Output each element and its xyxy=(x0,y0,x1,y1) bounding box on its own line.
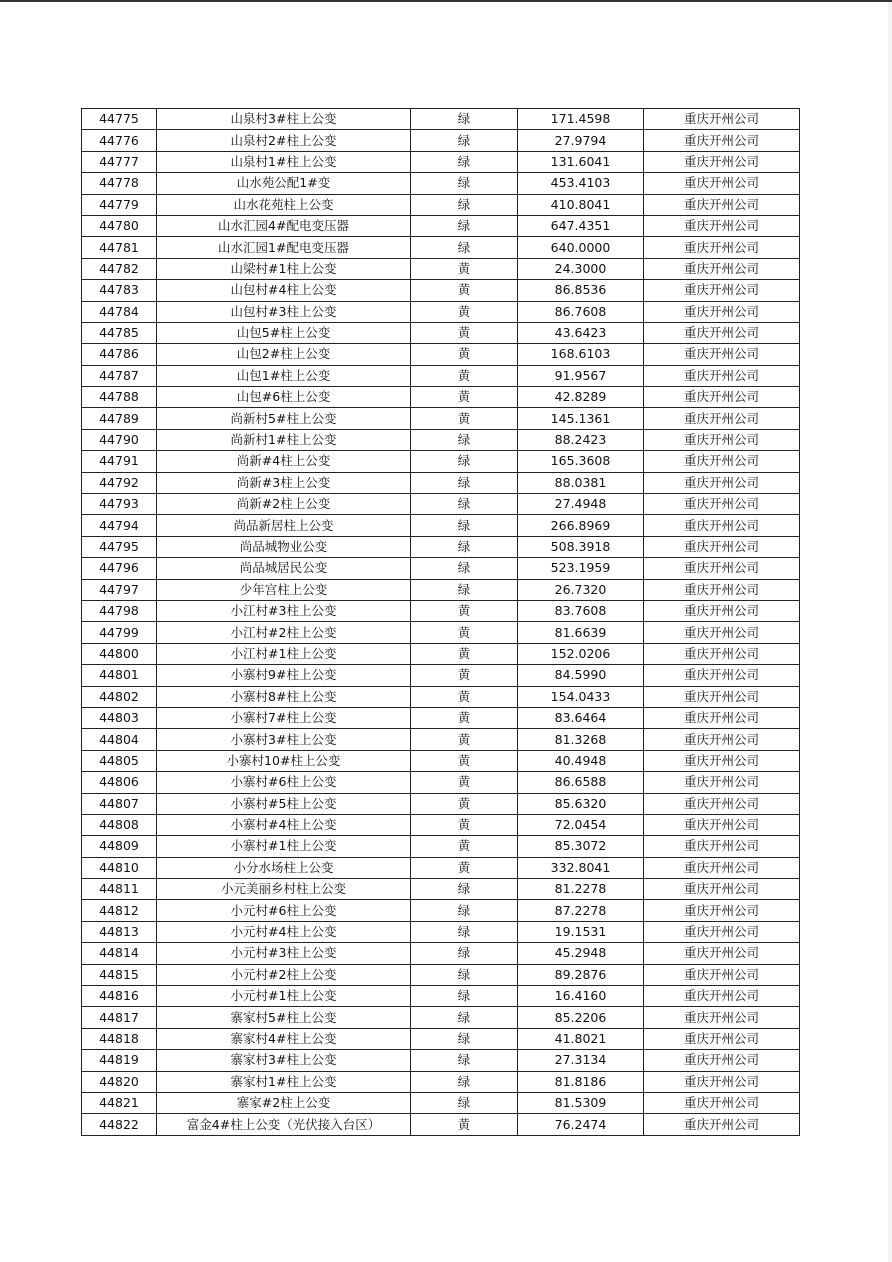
table-row xyxy=(82,1114,800,1135)
table-row xyxy=(82,600,800,621)
capacity-value-cell: 86.6588 xyxy=(518,772,644,793)
table-row xyxy=(82,194,800,215)
table-row xyxy=(82,515,800,536)
table-row xyxy=(82,814,800,835)
table-row xyxy=(82,130,800,151)
transformer-name-cell: 小江村#2柱上公变 xyxy=(157,622,411,643)
table-row xyxy=(82,1071,800,1092)
row-number-cell: 44788 xyxy=(82,387,157,408)
transformer-name-cell: 小元村#4柱上公变 xyxy=(157,921,411,942)
company-cell: 重庆开州公司 xyxy=(644,643,800,664)
status-color-cell: 绿 xyxy=(411,1028,518,1049)
status-color-cell: 绿 xyxy=(411,472,518,493)
capacity-value-cell: 81.3268 xyxy=(518,729,644,750)
capacity-value-cell: 410.8041 xyxy=(518,194,644,215)
table-row xyxy=(82,173,800,194)
row-number-cell: 44814 xyxy=(82,943,157,964)
company-cell: 重庆开州公司 xyxy=(644,1092,800,1113)
transformer-name-cell: 山泉村2#柱上公变 xyxy=(157,130,411,151)
transformer-name-cell: 尚新#4柱上公变 xyxy=(157,451,411,472)
capacity-value-cell: 81.2278 xyxy=(518,879,644,900)
status-color-cell: 黄 xyxy=(411,280,518,301)
company-cell: 重庆开州公司 xyxy=(644,472,800,493)
table-row xyxy=(82,879,800,900)
status-color-cell: 绿 xyxy=(411,429,518,450)
table-row xyxy=(82,750,800,771)
transformer-table xyxy=(81,108,800,1136)
transformer-name-cell: 富金4#柱上公变（光伏接入台区） xyxy=(157,1114,411,1135)
capacity-value-cell: 86.7608 xyxy=(518,301,644,322)
transformer-name-cell: 小寨村3#柱上公变 xyxy=(157,729,411,750)
capacity-value-cell: 24.3000 xyxy=(518,258,644,279)
capacity-value-cell: 27.4948 xyxy=(518,494,644,515)
company-cell: 重庆开州公司 xyxy=(644,1071,800,1092)
status-color-cell: 黄 xyxy=(411,600,518,621)
capacity-value-cell: 76.2474 xyxy=(518,1114,644,1135)
transformer-name-cell: 山水汇园4#配电变压器 xyxy=(157,215,411,236)
capacity-value-cell: 81.8186 xyxy=(518,1071,644,1092)
status-color-cell: 绿 xyxy=(411,194,518,215)
transformer-name-cell: 寨家村1#柱上公变 xyxy=(157,1071,411,1092)
company-cell: 重庆开州公司 xyxy=(644,579,800,600)
transformer-name-cell: 小寨村8#柱上公变 xyxy=(157,686,411,707)
row-number-cell: 44803 xyxy=(82,707,157,728)
row-number-cell: 44793 xyxy=(82,494,157,515)
row-number-cell: 44813 xyxy=(82,921,157,942)
row-number-cell: 44802 xyxy=(82,686,157,707)
status-color-cell: 绿 xyxy=(411,1092,518,1113)
company-cell: 重庆开州公司 xyxy=(644,130,800,151)
transformer-name-cell: 山泉村1#柱上公变 xyxy=(157,151,411,172)
company-cell: 重庆开州公司 xyxy=(644,986,800,1007)
transformer-name-cell: 尚品新居柱上公变 xyxy=(157,515,411,536)
row-number-cell: 44797 xyxy=(82,579,157,600)
capacity-value-cell: 83.7608 xyxy=(518,600,644,621)
company-cell: 重庆开州公司 xyxy=(644,344,800,365)
table-row xyxy=(82,900,800,921)
transformer-name-cell: 山水苑公配1#变 xyxy=(157,173,411,194)
capacity-value-cell: 19.1531 xyxy=(518,921,644,942)
status-color-cell: 绿 xyxy=(411,173,518,194)
row-number-cell: 44777 xyxy=(82,151,157,172)
row-number-cell: 44798 xyxy=(82,600,157,621)
transformer-name-cell: 尚新#2柱上公变 xyxy=(157,494,411,515)
company-cell: 重庆开州公司 xyxy=(644,1050,800,1071)
company-cell: 重庆开州公司 xyxy=(644,943,800,964)
status-color-cell: 绿 xyxy=(411,151,518,172)
capacity-value-cell: 131.6041 xyxy=(518,151,644,172)
company-cell: 重庆开州公司 xyxy=(644,536,800,557)
row-number-cell: 44800 xyxy=(82,643,157,664)
company-cell: 重庆开州公司 xyxy=(644,686,800,707)
status-color-cell: 黄 xyxy=(411,622,518,643)
row-number-cell: 44783 xyxy=(82,280,157,301)
table-row xyxy=(82,1092,800,1113)
table-row xyxy=(82,558,800,579)
transformer-name-cell: 山包1#柱上公变 xyxy=(157,365,411,386)
page-top-border xyxy=(0,0,892,2)
company-cell: 重庆开州公司 xyxy=(644,1114,800,1135)
company-cell: 重庆开州公司 xyxy=(644,451,800,472)
transformer-name-cell: 尚新#3柱上公变 xyxy=(157,472,411,493)
status-color-cell: 黄 xyxy=(411,707,518,728)
table-row xyxy=(82,772,800,793)
capacity-value-cell: 81.6639 xyxy=(518,622,644,643)
row-number-cell: 44795 xyxy=(82,536,157,557)
transformer-name-cell: 小元村#6柱上公变 xyxy=(157,900,411,921)
status-color-cell: 黄 xyxy=(411,258,518,279)
company-cell: 重庆开州公司 xyxy=(644,921,800,942)
status-color-cell: 黄 xyxy=(411,814,518,835)
capacity-value-cell: 266.8969 xyxy=(518,515,644,536)
table-row xyxy=(82,986,800,1007)
capacity-value-cell: 83.6464 xyxy=(518,707,644,728)
capacity-value-cell: 152.0206 xyxy=(518,643,644,664)
company-cell: 重庆开州公司 xyxy=(644,301,800,322)
company-cell: 重庆开州公司 xyxy=(644,707,800,728)
company-cell: 重庆开州公司 xyxy=(644,622,800,643)
capacity-value-cell: 508.3918 xyxy=(518,536,644,557)
table-row xyxy=(82,622,800,643)
row-number-cell: 44790 xyxy=(82,429,157,450)
company-cell: 重庆开州公司 xyxy=(644,836,800,857)
table-row xyxy=(82,1028,800,1049)
status-color-cell: 绿 xyxy=(411,1007,518,1028)
table-row xyxy=(82,793,800,814)
row-number-cell: 44776 xyxy=(82,130,157,151)
row-number-cell: 44810 xyxy=(82,857,157,878)
transformer-name-cell: 小江村#3柱上公变 xyxy=(157,600,411,621)
row-number-cell: 44775 xyxy=(82,109,157,130)
transformer-name-cell: 小元村#3柱上公变 xyxy=(157,943,411,964)
capacity-value-cell: 640.0000 xyxy=(518,237,644,258)
table-row xyxy=(82,451,800,472)
company-cell: 重庆开州公司 xyxy=(644,772,800,793)
capacity-value-cell: 27.9794 xyxy=(518,130,644,151)
status-color-cell: 绿 xyxy=(411,900,518,921)
table-row xyxy=(82,857,800,878)
company-cell: 重庆开州公司 xyxy=(644,365,800,386)
capacity-value-cell: 87.2278 xyxy=(518,900,644,921)
table-row xyxy=(82,643,800,664)
company-cell: 重庆开州公司 xyxy=(644,900,800,921)
transformer-name-cell: 小元村#2柱上公变 xyxy=(157,964,411,985)
table-row xyxy=(82,280,800,301)
capacity-value-cell: 647.4351 xyxy=(518,215,644,236)
transformer-name-cell: 山梁村#1柱上公变 xyxy=(157,258,411,279)
company-cell: 重庆开州公司 xyxy=(644,151,800,172)
table-row xyxy=(82,579,800,600)
transformer-name-cell: 寨家村3#柱上公变 xyxy=(157,1050,411,1071)
table-row xyxy=(82,344,800,365)
capacity-value-cell: 89.2876 xyxy=(518,964,644,985)
status-color-cell: 黄 xyxy=(411,665,518,686)
status-color-cell: 绿 xyxy=(411,215,518,236)
page-right-edge xyxy=(888,2,892,1262)
capacity-value-cell: 88.0381 xyxy=(518,472,644,493)
status-color-cell: 绿 xyxy=(411,1050,518,1071)
capacity-value-cell: 165.3608 xyxy=(518,451,644,472)
status-color-cell: 黄 xyxy=(411,772,518,793)
row-number-cell: 44784 xyxy=(82,301,157,322)
status-color-cell: 绿 xyxy=(411,921,518,942)
row-number-cell: 44787 xyxy=(82,365,157,386)
table-row xyxy=(82,301,800,322)
capacity-value-cell: 27.3134 xyxy=(518,1050,644,1071)
transformer-name-cell: 寨家#2柱上公变 xyxy=(157,1092,411,1113)
table-row xyxy=(82,494,800,515)
transformer-name-cell: 小分水场柱上公变 xyxy=(157,857,411,878)
transformer-name-cell: 小寨村#4柱上公变 xyxy=(157,814,411,835)
status-color-cell: 黄 xyxy=(411,344,518,365)
table-row xyxy=(82,365,800,386)
company-cell: 重庆开州公司 xyxy=(644,793,800,814)
table-row xyxy=(82,536,800,557)
table-row xyxy=(82,258,800,279)
company-cell: 重庆开州公司 xyxy=(644,322,800,343)
table-row xyxy=(82,151,800,172)
status-color-cell: 绿 xyxy=(411,1071,518,1092)
company-cell: 重庆开州公司 xyxy=(644,600,800,621)
company-cell: 重庆开州公司 xyxy=(644,1007,800,1028)
capacity-value-cell: 86.8536 xyxy=(518,280,644,301)
company-cell: 重庆开州公司 xyxy=(644,750,800,771)
row-number-cell: 44820 xyxy=(82,1071,157,1092)
company-cell: 重庆开州公司 xyxy=(644,729,800,750)
table-row xyxy=(82,109,800,130)
transformer-name-cell: 寨家村4#柱上公变 xyxy=(157,1028,411,1049)
company-cell: 重庆开州公司 xyxy=(644,494,800,515)
table-row xyxy=(82,408,800,429)
row-number-cell: 44821 xyxy=(82,1092,157,1113)
status-color-cell: 绿 xyxy=(411,536,518,557)
capacity-value-cell: 45.2948 xyxy=(518,943,644,964)
status-color-cell: 黄 xyxy=(411,301,518,322)
row-number-cell: 44794 xyxy=(82,515,157,536)
transformer-name-cell: 小寨村9#柱上公变 xyxy=(157,665,411,686)
transformer-name-cell: 山包5#柱上公变 xyxy=(157,322,411,343)
row-number-cell: 44808 xyxy=(82,814,157,835)
transformer-name-cell: 小元村#1柱上公变 xyxy=(157,986,411,1007)
row-number-cell: 44815 xyxy=(82,964,157,985)
capacity-value-cell: 154.0433 xyxy=(518,686,644,707)
capacity-value-cell: 88.2423 xyxy=(518,429,644,450)
status-color-cell: 黄 xyxy=(411,836,518,857)
table-row xyxy=(82,1007,800,1028)
row-number-cell: 44811 xyxy=(82,879,157,900)
capacity-value-cell: 85.2206 xyxy=(518,1007,644,1028)
transformer-name-cell: 小寨村7#柱上公变 xyxy=(157,707,411,728)
status-color-cell: 绿 xyxy=(411,558,518,579)
row-number-cell: 44796 xyxy=(82,558,157,579)
status-color-cell: 绿 xyxy=(411,986,518,1007)
company-cell: 重庆开州公司 xyxy=(644,194,800,215)
table-row xyxy=(82,1050,800,1071)
transformer-name-cell: 小寨村#1柱上公变 xyxy=(157,836,411,857)
status-color-cell: 绿 xyxy=(411,451,518,472)
status-color-cell: 绿 xyxy=(411,964,518,985)
row-number-cell: 44812 xyxy=(82,900,157,921)
row-number-cell: 44785 xyxy=(82,322,157,343)
status-color-cell: 黄 xyxy=(411,750,518,771)
table-row xyxy=(82,387,800,408)
capacity-value-cell: 16.4160 xyxy=(518,986,644,1007)
row-number-cell: 44816 xyxy=(82,986,157,1007)
row-number-cell: 44804 xyxy=(82,729,157,750)
capacity-value-cell: 40.4948 xyxy=(518,750,644,771)
transformer-name-cell: 山包2#柱上公变 xyxy=(157,344,411,365)
company-cell: 重庆开州公司 xyxy=(644,387,800,408)
capacity-value-cell: 85.3072 xyxy=(518,836,644,857)
transformer-name-cell: 山水汇园1#配电变压器 xyxy=(157,237,411,258)
table-row xyxy=(82,665,800,686)
transformer-name-cell: 小寨村10#柱上公变 xyxy=(157,750,411,771)
row-number-cell: 44799 xyxy=(82,622,157,643)
table-row xyxy=(82,943,800,964)
capacity-value-cell: 145.1361 xyxy=(518,408,644,429)
capacity-value-cell: 91.9567 xyxy=(518,365,644,386)
table-row xyxy=(82,215,800,236)
row-number-cell: 44781 xyxy=(82,237,157,258)
company-cell: 重庆开州公司 xyxy=(644,814,800,835)
capacity-value-cell: 523.1959 xyxy=(518,558,644,579)
transformer-name-cell: 寨家村5#柱上公变 xyxy=(157,1007,411,1028)
status-color-cell: 绿 xyxy=(411,579,518,600)
capacity-value-cell: 453.4103 xyxy=(518,173,644,194)
capacity-value-cell: 43.6423 xyxy=(518,322,644,343)
company-cell: 重庆开州公司 xyxy=(644,879,800,900)
row-number-cell: 44778 xyxy=(82,173,157,194)
row-number-cell: 44817 xyxy=(82,1007,157,1028)
transformer-name-cell: 尚新村1#柱上公变 xyxy=(157,429,411,450)
capacity-value-cell: 42.8289 xyxy=(518,387,644,408)
company-cell: 重庆开州公司 xyxy=(644,237,800,258)
company-cell: 重庆开州公司 xyxy=(644,109,800,130)
table-row xyxy=(82,964,800,985)
status-color-cell: 黄 xyxy=(411,408,518,429)
status-color-cell: 黄 xyxy=(411,365,518,386)
company-cell: 重庆开州公司 xyxy=(644,429,800,450)
company-cell: 重庆开州公司 xyxy=(644,258,800,279)
row-number-cell: 44789 xyxy=(82,408,157,429)
status-color-cell: 绿 xyxy=(411,943,518,964)
row-number-cell: 44807 xyxy=(82,793,157,814)
capacity-value-cell: 26.7320 xyxy=(518,579,644,600)
table-row xyxy=(82,729,800,750)
transformer-name-cell: 山包#6柱上公变 xyxy=(157,387,411,408)
company-cell: 重庆开州公司 xyxy=(644,173,800,194)
row-number-cell: 44822 xyxy=(82,1114,157,1135)
status-color-cell: 绿 xyxy=(411,109,518,130)
status-color-cell: 黄 xyxy=(411,857,518,878)
transformer-name-cell: 山泉村3#柱上公变 xyxy=(157,109,411,130)
company-cell: 重庆开州公司 xyxy=(644,1028,800,1049)
transformer-name-cell: 尚新村5#柱上公变 xyxy=(157,408,411,429)
table-row xyxy=(82,686,800,707)
row-number-cell: 44791 xyxy=(82,451,157,472)
row-number-cell: 44819 xyxy=(82,1050,157,1071)
company-cell: 重庆开州公司 xyxy=(644,558,800,579)
status-color-cell: 黄 xyxy=(411,686,518,707)
company-cell: 重庆开州公司 xyxy=(644,215,800,236)
transformer-name-cell: 小寨村#5柱上公变 xyxy=(157,793,411,814)
company-cell: 重庆开州公司 xyxy=(644,280,800,301)
capacity-value-cell: 171.4598 xyxy=(518,109,644,130)
table-row xyxy=(82,429,800,450)
company-cell: 重庆开州公司 xyxy=(644,408,800,429)
status-color-cell: 黄 xyxy=(411,729,518,750)
capacity-value-cell: 84.5990 xyxy=(518,665,644,686)
status-color-cell: 黄 xyxy=(411,322,518,343)
transformer-name-cell: 少年宫柱上公变 xyxy=(157,579,411,600)
row-number-cell: 44809 xyxy=(82,836,157,857)
row-number-cell: 44782 xyxy=(82,258,157,279)
transformer-name-cell: 山包村#3柱上公变 xyxy=(157,301,411,322)
table-row xyxy=(82,237,800,258)
row-number-cell: 44779 xyxy=(82,194,157,215)
status-color-cell: 绿 xyxy=(411,515,518,536)
row-number-cell: 44805 xyxy=(82,750,157,771)
capacity-value-cell: 168.6103 xyxy=(518,344,644,365)
transformer-name-cell: 小江村#1柱上公变 xyxy=(157,643,411,664)
row-number-cell: 44801 xyxy=(82,665,157,686)
table-row xyxy=(82,322,800,343)
status-color-cell: 黄 xyxy=(411,793,518,814)
status-color-cell: 绿 xyxy=(411,237,518,258)
row-number-cell: 44786 xyxy=(82,344,157,365)
transformer-name-cell: 小寨村#6柱上公变 xyxy=(157,772,411,793)
status-color-cell: 绿 xyxy=(411,879,518,900)
table-row xyxy=(82,707,800,728)
table-row xyxy=(82,921,800,942)
transformer-name-cell: 尚品城物业公变 xyxy=(157,536,411,557)
status-color-cell: 黄 xyxy=(411,387,518,408)
table-row xyxy=(82,472,800,493)
status-color-cell: 黄 xyxy=(411,643,518,664)
row-number-cell: 44780 xyxy=(82,215,157,236)
row-number-cell: 44818 xyxy=(82,1028,157,1049)
capacity-value-cell: 41.8021 xyxy=(518,1028,644,1049)
transformer-name-cell: 山水花苑柱上公变 xyxy=(157,194,411,215)
row-number-cell: 44806 xyxy=(82,772,157,793)
row-number-cell: 44792 xyxy=(82,472,157,493)
table-row xyxy=(82,836,800,857)
capacity-value-cell: 81.5309 xyxy=(518,1092,644,1113)
company-cell: 重庆开州公司 xyxy=(644,964,800,985)
transformer-name-cell: 尚品城居民公变 xyxy=(157,558,411,579)
capacity-value-cell: 332.8041 xyxy=(518,857,644,878)
status-color-cell: 绿 xyxy=(411,130,518,151)
company-cell: 重庆开州公司 xyxy=(644,665,800,686)
transformer-name-cell: 小元美丽乡村柱上公变 xyxy=(157,879,411,900)
capacity-value-cell: 72.0454 xyxy=(518,814,644,835)
status-color-cell: 黄 xyxy=(411,1114,518,1135)
company-cell: 重庆开州公司 xyxy=(644,515,800,536)
transformer-name-cell: 山包村#4柱上公变 xyxy=(157,280,411,301)
capacity-value-cell: 85.6320 xyxy=(518,793,644,814)
company-cell: 重庆开州公司 xyxy=(644,857,800,878)
table-body xyxy=(82,109,800,1136)
status-color-cell: 绿 xyxy=(411,494,518,515)
